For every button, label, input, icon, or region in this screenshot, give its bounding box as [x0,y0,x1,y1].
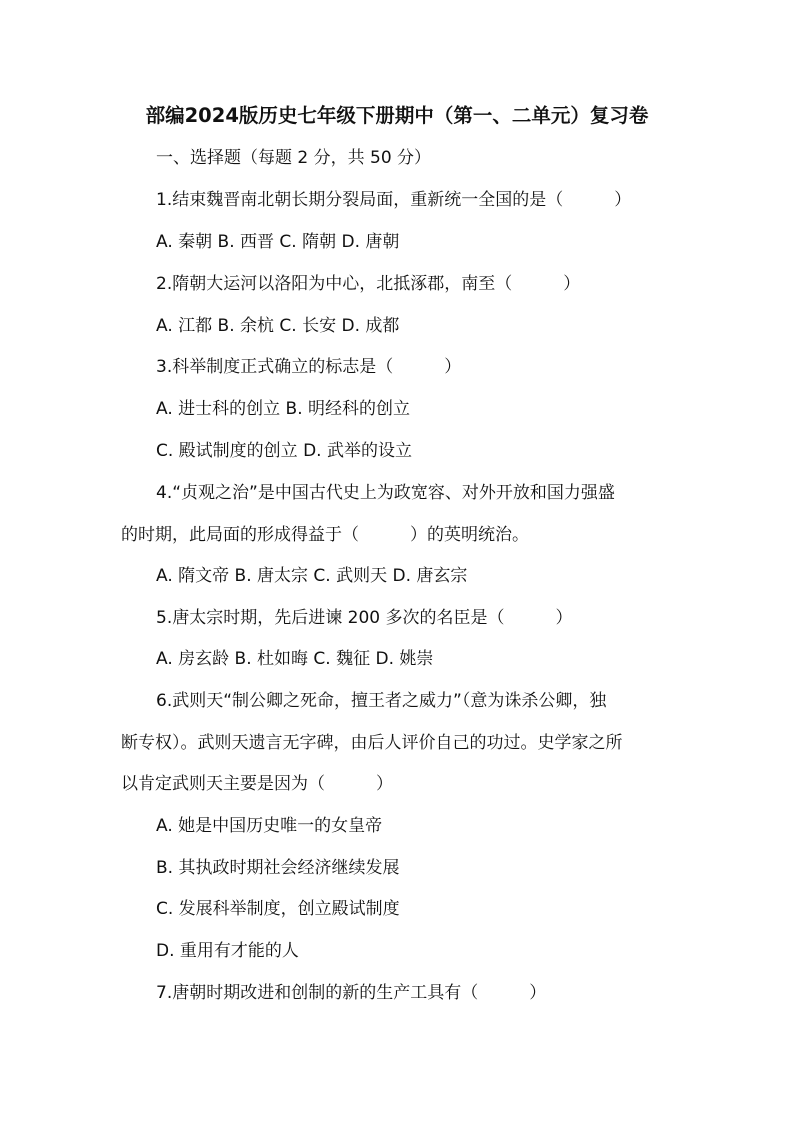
question-6-option-a: A. 她是中国历史唯一的女皇帝 [156,816,383,836]
question-5-options: A. 房玄龄 B. 杜如晦 C. 魏征 D. 姚崇 [156,649,434,669]
question-6-option-c: C. 发展科举制度，创立殿试制度 [156,899,400,919]
section-heading: 一、选择题（每题 2 分，共 50 分） [156,148,432,168]
question-3-options-line-1: A. 进士科的创立 B. 明经科的创立 [156,399,411,419]
question-7-stem: 7.唐朝时期改进和创制的新的生产工具有（ ） [156,983,547,1003]
question-1-options: A. 秦朝 B. 西晋 C. 隋朝 D. 唐朝 [156,232,400,252]
question-4-options: A. 隋文帝 B. 唐太宗 C. 武则天 D. 唐玄宗 [156,566,468,586]
question-3-stem: 3.科举制度正式确立的标志是（ ） [156,357,462,377]
question-1-stem: 1.结束魏晋南北朝长期分裂局面，重新统一全国的是（ ） [156,190,632,210]
question-6-stem-line-2: 断专权）。武则天遗言无字碑，由后人评价自己的功过。史学家之所 [121,733,623,753]
question-4-stem-line-2: 的时期，此局面的形成得益于（ ）的英明统治。 [121,525,529,545]
question-3-options-line-2: C. 殿试制度的创立 D. 武举的设立 [156,441,412,461]
question-6-stem-line-3: 以肯定武则天主要是因为（ ） [121,774,393,794]
question-6-option-d: D. 重用有才能的人 [156,941,299,961]
question-5-stem: 5.唐太宗时期，先后进谏 200 多次的名臣是（ ） [156,608,573,628]
question-4-stem-line-1: 4.“贞观之治”是中国古代史上为政宽容、对外开放和国力强盛 [156,483,615,503]
question-6-option-b: B. 其执政时期社会经济继续发展 [156,858,400,878]
question-2-stem: 2.隋朝大运河以洛阳为中心，北抵涿郡，南至（ ） [156,274,581,294]
question-6-stem-line-1: 6.武则天“制公卿之死命，擅王者之威力”（意为诛杀公卿，独 [156,691,607,711]
question-2-options: A. 江都 B. 余杭 C. 长安 D. 成都 [156,316,400,336]
exam-title: 部编2024版历史七年级下册期中（第一、二单元）复习卷 [145,104,649,127]
